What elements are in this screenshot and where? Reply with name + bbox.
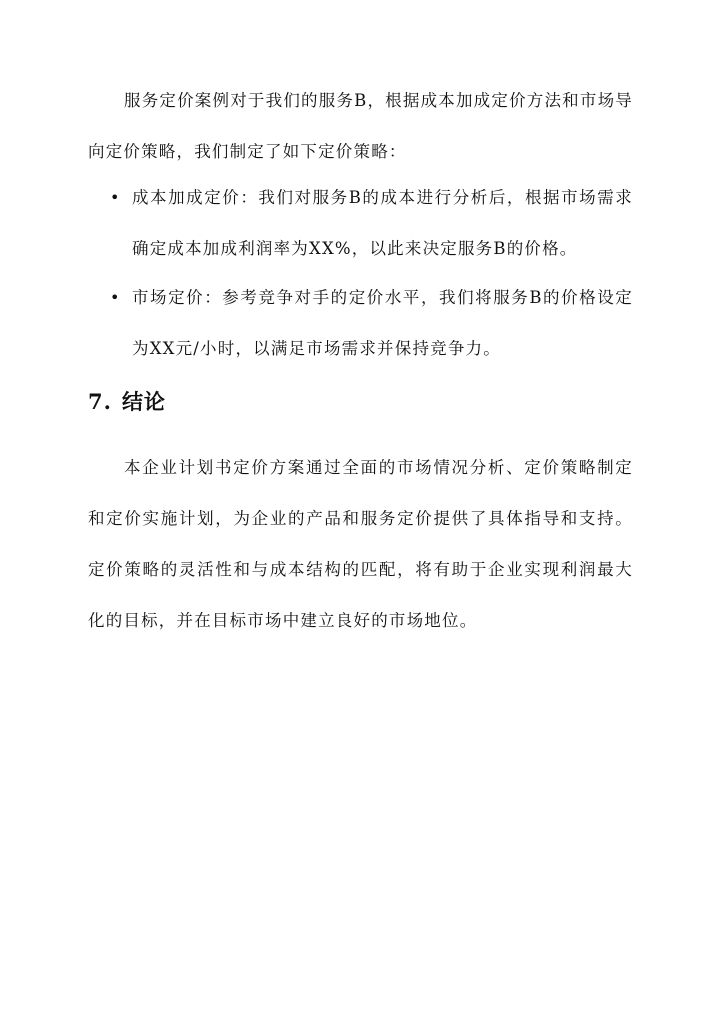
bullet-text: 成本加成定价：我们对服务B的成本进行分析后，根据市场需求确定成本加成利润率为XX%，以此来决定服务B的价格。 xyxy=(132,188,633,258)
section-number: 7. xyxy=(88,389,112,414)
list-item-market-pricing xyxy=(88,272,633,374)
intro-paragraph: 服务定价案例对于我们的服务B，根据成本加成定价方法和市场导向定价策略，我们制定了如下定价策略： xyxy=(88,91,633,161)
section-heading xyxy=(88,382,166,422)
bullet-list-1 xyxy=(88,172,633,274)
bullet-marker: • xyxy=(110,288,121,307)
list-item-cost-plus-pricing xyxy=(88,172,633,274)
section-title: 结论 xyxy=(121,389,166,414)
bullet-marker: • xyxy=(110,188,121,207)
bullet-text: 市场定价：参考竞争对手的定价水平，我们将服务B的价格设定为XX元/小时，以满足市场需求并保持竞争力。 xyxy=(132,288,633,358)
bullet-list-2 xyxy=(88,272,633,374)
conclusion-paragraph: 本企业计划书定价方案通过全面的市场情况分析、定价策略制定和定价实施计划，为企业的产品和服务定价提供了具体指导和支持。定价策略的灵活性和与成本结构的匹配，将有助于企业实现利润最大化的目标，并在目标市场中建立良好的市场地位。 xyxy=(88,458,633,630)
